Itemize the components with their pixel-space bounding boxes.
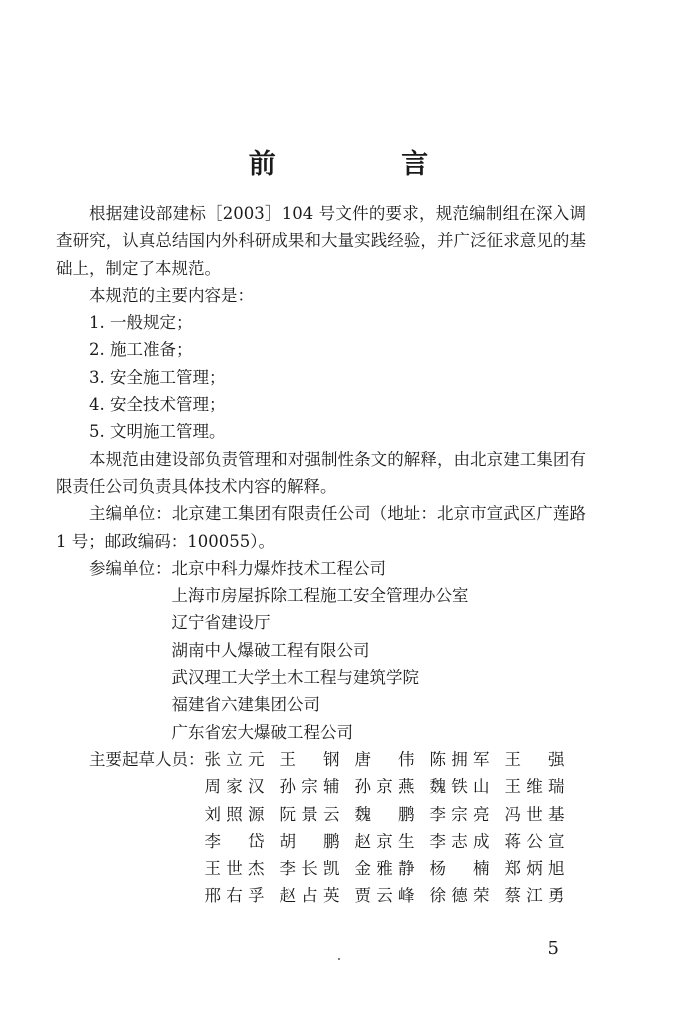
participating-unit: 辽宁省建设厅 [171, 613, 271, 633]
participating-units-block [56, 555, 586, 746]
list-item-5: 5. 文明施工管理。 [89, 422, 226, 442]
drafter-name: 刘照源 [204, 804, 265, 824]
drafter-name: 张立元 [204, 749, 265, 769]
drafter-name: 金雅静 [354, 859, 415, 879]
drafter-name: 郑炳旭 [504, 859, 565, 879]
drafter-name: 赵京生 [354, 831, 415, 851]
drafter-name: 赵占英 [279, 886, 340, 906]
drafter-name: 李长凯 [279, 859, 340, 879]
drafter-name: 蒋公宣 [504, 831, 565, 851]
drafters-label: 主要起草人员： [89, 749, 205, 769]
paragraph-contents-lead: 本规范的主要内容是： [89, 285, 254, 305]
page-title: 前 言 [248, 149, 487, 180]
drafter-name: 阮景云 [279, 804, 340, 824]
drafter-name: 唐 伟 [354, 749, 415, 769]
drafter-name: 魏 鹏 [354, 804, 415, 824]
document-body [56, 200, 586, 910]
drafter-name: 李志成 [429, 831, 490, 851]
drafter-name: 周家汉 [204, 777, 265, 797]
participating-unit: 上海市房屋拆除工程施工安全管理办公室 [171, 586, 469, 606]
drafter-name: 孙宗辅 [279, 777, 340, 797]
list-item-3: 3. 安全施工管理； [89, 367, 226, 387]
participating-unit: 湖南中人爆破工程有限公司 [171, 640, 370, 660]
drafter-name: 王 强 [504, 749, 565, 769]
drafter-name: 邢右孚 [204, 886, 265, 906]
participating-unit: 北京中科力爆炸技术工程公司 [171, 558, 386, 578]
list-item-4: 4. 安全技术管理； [89, 395, 226, 415]
scan-speck [338, 958, 340, 960]
drafter-name: 王维瑞 [504, 777, 565, 797]
paragraph-chief-unit: 主编单位：北京建工集团有限责任公司（地址：北京市宣武区广莲路 1 号；邮政编码：100055）。 [56, 504, 586, 551]
drafter-name: 胡 鹏 [279, 831, 340, 851]
drafters-block [56, 746, 586, 910]
drafter-name: 李 岱 [204, 831, 265, 851]
drafter-name: 王 钢 [279, 749, 340, 769]
drafter-name: 徐德荣 [429, 886, 490, 906]
drafter-name: 陈拥军 [429, 749, 490, 769]
list-item-2: 2. 施工准备； [89, 340, 193, 360]
drafter-name: 冯世基 [504, 804, 565, 824]
paragraph-intro: 根据建设部建标［2003］104 号文件的要求，规范编制组在深入调查研究，认真总结国内外科研成果和大量实践经验，并广泛征求意见的基础上，制定了本规范。 [56, 204, 586, 278]
drafter-name: 王世杰 [204, 859, 265, 879]
drafter-name: 孙京燕 [354, 777, 415, 797]
participating-unit: 武汉理工大学土木工程与建筑学院 [171, 668, 419, 688]
participating-units-label: 参编单位： [89, 558, 172, 578]
drafter-name: 魏铁山 [429, 777, 490, 797]
drafter-name: 蔡江勇 [504, 886, 565, 906]
drafter-name: 李宗亮 [429, 804, 490, 824]
list-item-1: 1. 一般规定； [89, 313, 193, 333]
drafter-name: 杨 楠 [429, 859, 490, 879]
drafters-grid [205, 746, 579, 910]
participating-unit: 福建省六建集团公司 [171, 695, 320, 715]
drafter-name: 贾云峰 [354, 886, 415, 906]
participating-units-list [172, 555, 469, 746]
paragraph-management: 本规范由建设部负责管理和对强制性条文的解释，由北京建工集团有限责任公司负责具体技术内容的解释。 [56, 449, 586, 496]
participating-unit: 广东省宏大爆破工程公司 [171, 722, 353, 742]
page-number: 5 [547, 938, 559, 959]
